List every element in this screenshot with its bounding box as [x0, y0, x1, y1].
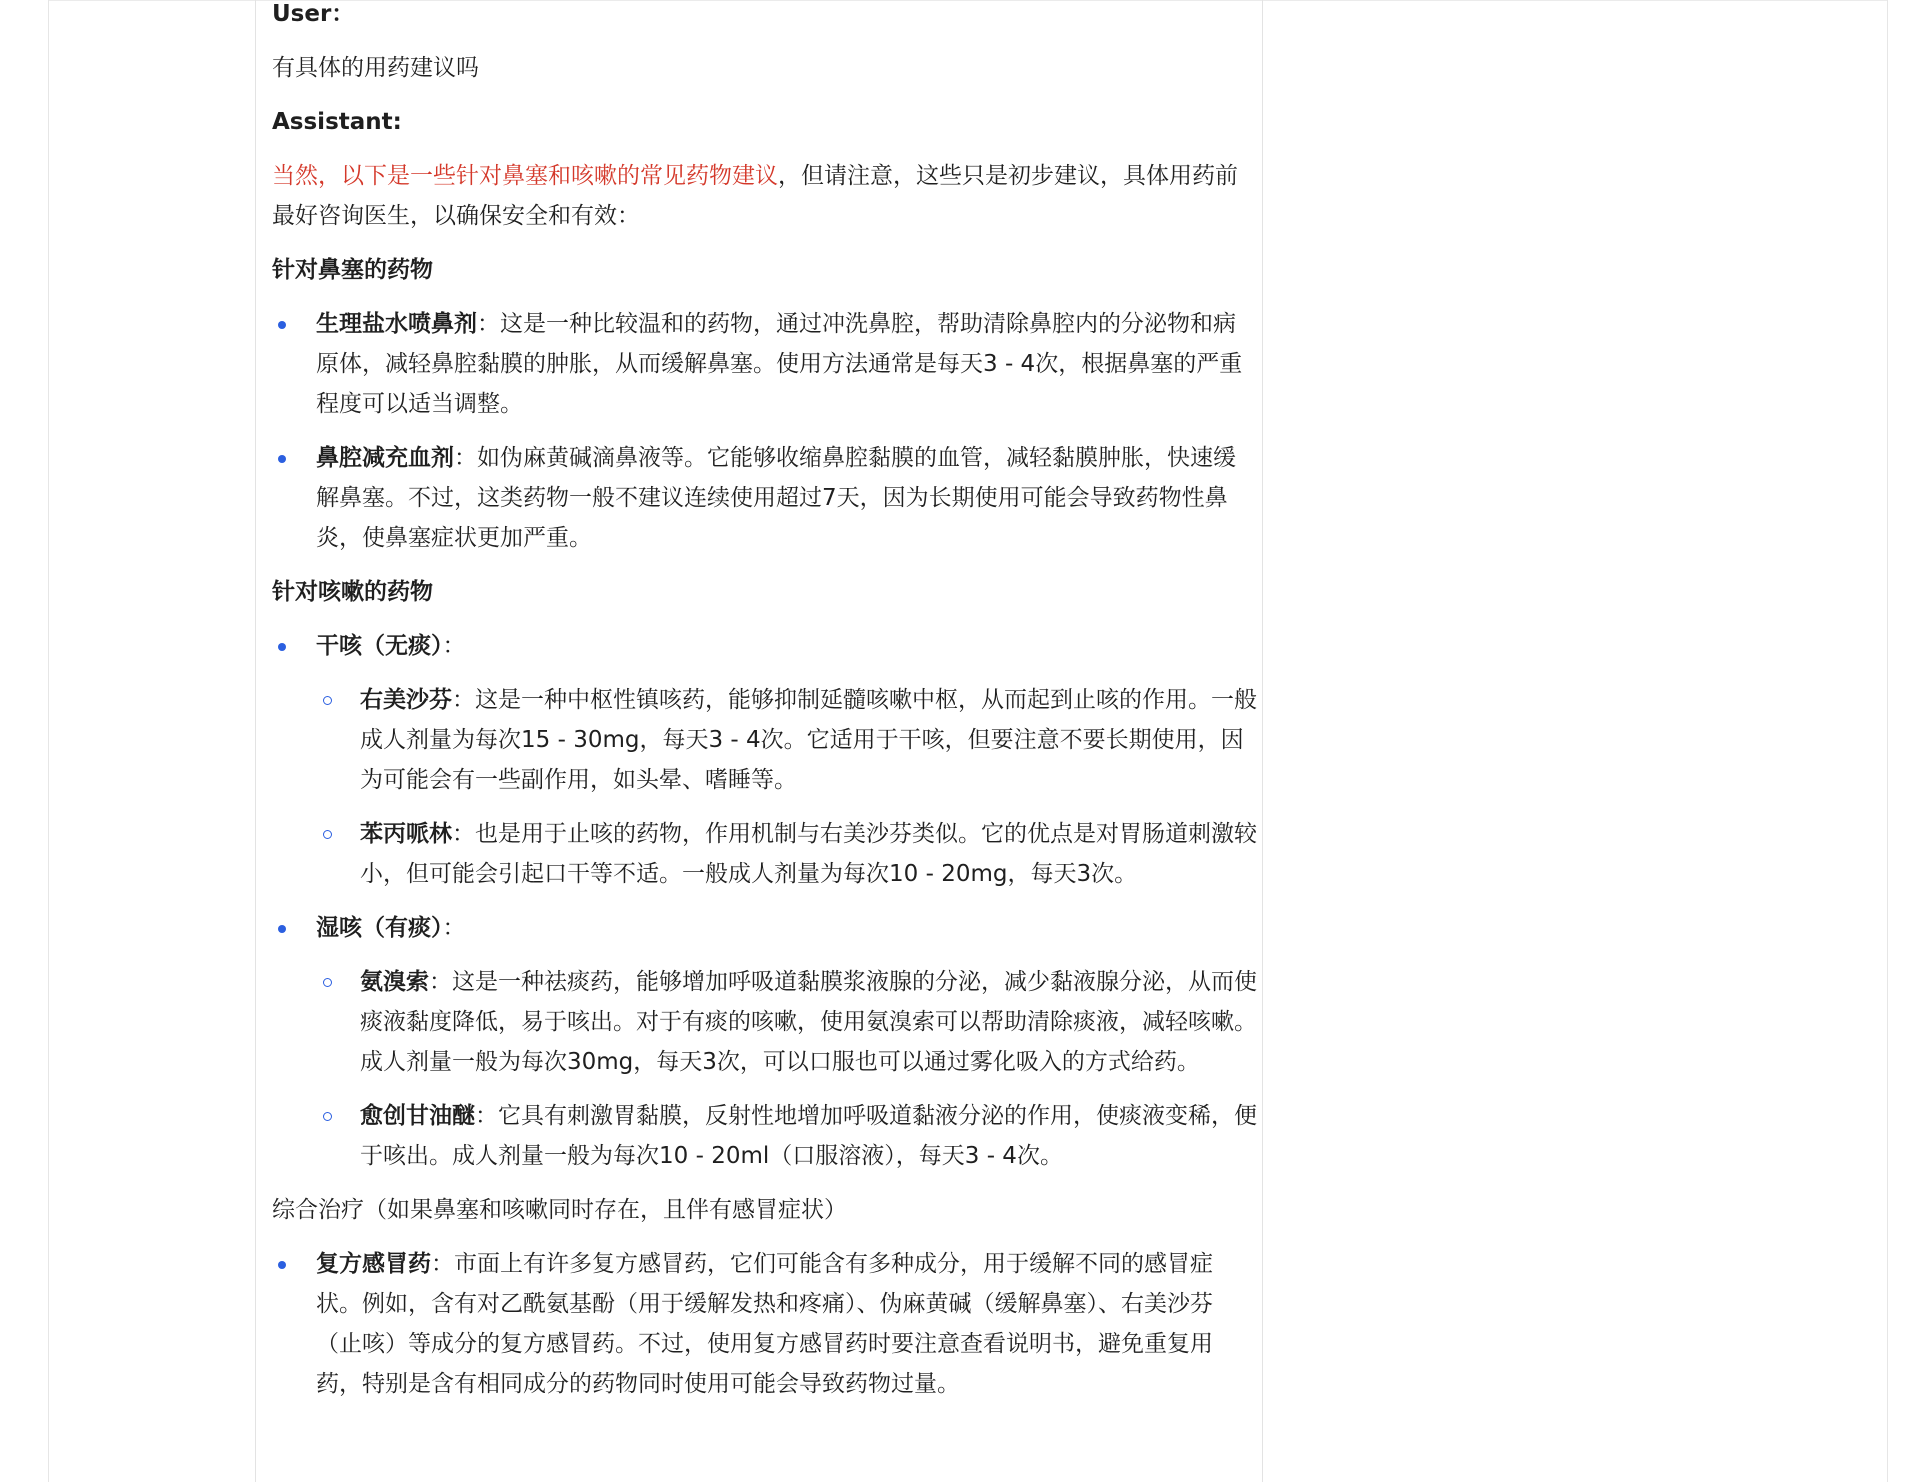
combined-section-title: 综合治疗（如果鼻塞和咳嗽同时存在，且伴有感冒症状） — [272, 1197, 847, 1223]
intro-rest: ，但请注意，这些只是初步建议，具体用药前最好咨询医生，以确保安全和有效： — [272, 163, 1238, 229]
cough-medication-list — [272, 626, 1257, 1176]
user-message: 有具体的用药建议吗 — [272, 55, 479, 81]
cough-type-suffix: ： — [442, 915, 466, 941]
medication-description: ：这是一种中枢性镇咳药，能够抑制延髓咳嗽中枢，从而起到止咳的作用。一般成人剂量为每次15 - 30mg，每天3 - 4次。它适用于干咳，但要注意不要长期使用，因为可能会有一些副作用，如头晕、嗜睡等。 — [360, 687, 1257, 793]
dry-cough-sublist — [316, 680, 1257, 894]
list-item — [272, 304, 1257, 424]
assistant-role-label: Assistant: — [272, 109, 402, 135]
list-item — [272, 908, 1257, 1176]
list-item — [316, 814, 1257, 894]
message-column — [255, 0, 1263, 1482]
list-item — [272, 1244, 1257, 1404]
medication-name: 鼻腔减充血剂 — [316, 445, 454, 471]
assistant-intro — [272, 156, 1257, 236]
conversation-transcript — [272, 0, 1257, 1418]
cough-type-label: 湿咳（有痰） — [316, 915, 443, 941]
list-item — [316, 1096, 1257, 1176]
list-item — [316, 962, 1257, 1082]
list-item — [272, 438, 1257, 558]
nasal-medication-list — [272, 304, 1257, 558]
wet-cough-sublist — [316, 962, 1257, 1176]
cough-type-suffix: ： — [442, 633, 466, 659]
medication-description: ：这是一种比较温和的药物，通过冲洗鼻腔，帮助清除鼻腔内的分泌物和病原体，减轻鼻腔黏膜的肿胀，从而缓解鼻塞。使用方法通常是每天3 - 4次，根据鼻塞的严重程度可以适当调整。 — [316, 311, 1243, 417]
chat-frame — [48, 0, 1888, 1482]
medication-description: ：市面上有许多复方感冒药，它们可能含有多种成分，用于缓解不同的感冒症状。例如，含有对乙酰氨基酚（用于缓解发热和疼痛）、伪麻黄碱（缓解鼻塞）、右美沙芬（止咳）等成分的复方感冒药。不过，使用复方感冒药时要注意查看说明书，避免重复用药，特别是含有相同成分的药物同时使用可能会导致药物过量。 — [316, 1251, 1213, 1397]
user-role-label: User： — [272, 1, 355, 27]
medication-name: 复方感冒药 — [316, 1251, 431, 1277]
medication-name: 生理盐水喷鼻剂 — [316, 311, 477, 337]
cough-type-label: 干咳（无痰） — [316, 633, 443, 659]
medication-description: ：如伪麻黄碱滴鼻液等。它能够收缩鼻腔黏膜的血管，减轻黏膜肿胀，快速缓解鼻塞。不过，这类药物一般不建议连续使用超过7天，因为长期使用可能会导致药物性鼻炎，使鼻塞症状更加严重。 — [316, 445, 1236, 551]
medication-description: ：它具有刺激胃黏膜，反射性地增加呼吸道黏液分泌的作用，使痰液变稀，便于咳出。成人剂量一般为每次10 - 20ml（口服溶液），每天3 - 4次。 — [360, 1103, 1257, 1169]
medication-name: 右美沙芬 — [360, 687, 452, 713]
list-item — [316, 680, 1257, 800]
cough-section-title: 针对咳嗽的药物 — [272, 579, 433, 605]
intro-highlight: 当然，以下是一些针对鼻塞和咳嗽的常见药物建议 — [272, 163, 778, 189]
combined-medication-list — [272, 1244, 1257, 1404]
medication-name: 苯丙哌林 — [360, 821, 452, 847]
medication-description: ：这是一种祛痰药，能够增加呼吸道黏膜浆液腺的分泌，减少黏液腺分泌，从而使痰液黏度降低，易于咳出。对于有痰的咳嗽，使用氨溴索可以帮助清除痰液，减轻咳嗽。成人剂量一般为每次30mg，每天3次，可以口服也可以通过雾化吸入的方式给药。 — [360, 969, 1257, 1075]
list-item — [272, 626, 1257, 894]
medication-name: 氨溴索 — [360, 969, 429, 995]
nasal-section-title: 针对鼻塞的药物 — [272, 257, 433, 283]
medication-description: ：也是用于止咳的药物，作用机制与右美沙芬类似。它的优点是对胃肠道刺激较小，但可能会引起口干等不适。一般成人剂量为每次10 - 20mg，每天3次。 — [360, 821, 1257, 887]
medication-name: 愈创甘油醚 — [360, 1103, 475, 1129]
